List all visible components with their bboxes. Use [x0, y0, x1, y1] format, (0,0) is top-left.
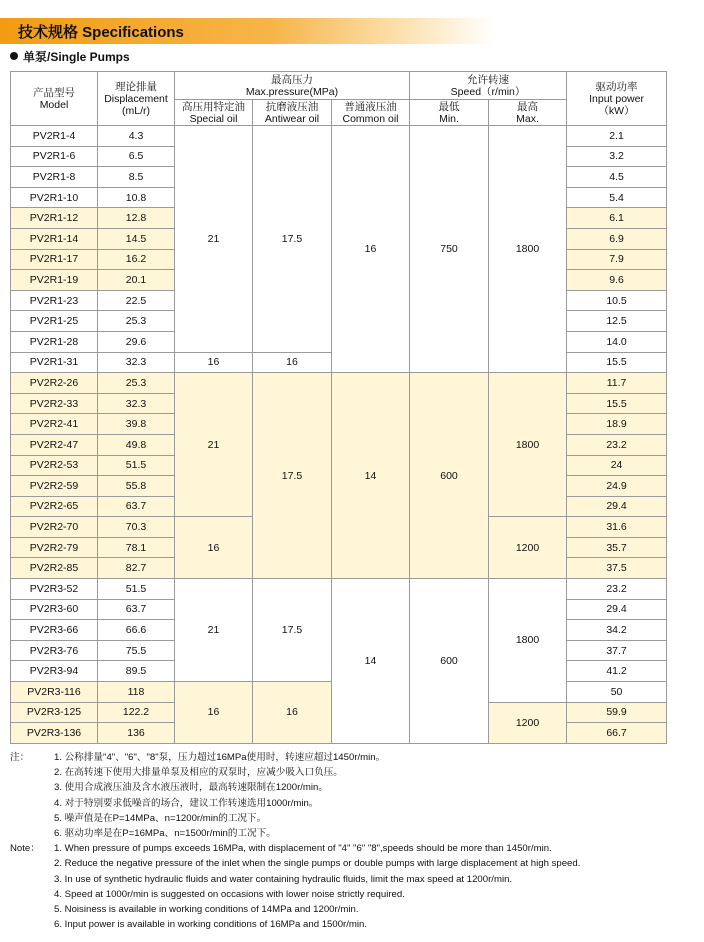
note-en: 1. When pressure of pumps exceeds 16MPa, with displacement of "4" "6" "8",speeds should be more than 1450r/min. [54, 843, 552, 855]
model-cell: PV2R1-31 [11, 352, 98, 373]
displacement-cell: 89.5 [98, 661, 175, 682]
model-cell: PV2R2-53 [11, 455, 98, 476]
bullet-icon [10, 52, 18, 60]
note-en: 6. Input power is available in working conditions of 16MPa and 1500r/min. [54, 919, 368, 931]
power-cell: 2.1 [567, 126, 667, 147]
table-row [11, 373, 667, 394]
model-cell: PV2R3-125 [11, 702, 98, 723]
displacement-cell: 22.5 [98, 290, 175, 311]
displacement-cell: 25.3 [98, 373, 175, 394]
power-cell: 11.7 [567, 373, 667, 394]
model-cell: PV2R2-33 [11, 393, 98, 414]
displacement-cell: 14.5 [98, 228, 175, 249]
power-cell: 41.2 [567, 661, 667, 682]
displacement-cell: 32.3 [98, 393, 175, 414]
displacement-cell: 32.3 [98, 352, 175, 373]
title-bar [0, 18, 495, 44]
model-cell: PV2R2-70 [11, 517, 98, 538]
model-cell: PV2R2-79 [11, 537, 98, 558]
header-speed-max: 最高 Max. [489, 100, 567, 126]
speed-min-cell: 600 [410, 579, 489, 744]
pressure-special-cell: 21 [175, 579, 253, 682]
power-cell: 23.2 [567, 579, 667, 600]
pressure-antiwear-cell: 17.5 [253, 579, 332, 682]
speed-max-cell: 1200 [489, 517, 567, 579]
displacement-cell: 8.5 [98, 167, 175, 188]
displacement-cell: 29.6 [98, 331, 175, 352]
power-cell: 10.5 [567, 290, 667, 311]
model-cell: PV2R2-26 [11, 373, 98, 394]
model-cell: PV2R3-116 [11, 682, 98, 703]
note-cn: 6. 驱动功率是在P=16MPa、n=1500r/min的工况下。 [54, 828, 276, 840]
displacement-cell: 136 [98, 723, 175, 744]
speed-min-cell: 750 [410, 126, 489, 373]
displacement-cell: 6.5 [98, 146, 175, 167]
model-cell: PV2R3-52 [11, 579, 98, 600]
displacement-cell: 63.7 [98, 599, 175, 620]
power-cell: 37.7 [567, 640, 667, 661]
model-cell: PV2R3-60 [11, 599, 98, 620]
page-title: 技术规格 Specifications [18, 24, 184, 41]
note-en: 3. In use of synthetic hydraulic fluids and water containing hydraulic fluids, limit the max speed at 1200r/min. [54, 873, 513, 885]
displacement-cell: 78.1 [98, 537, 175, 558]
power-cell: 18.9 [567, 414, 667, 435]
displacement-cell: 39.8 [98, 414, 175, 435]
power-cell: 3.2 [567, 146, 667, 167]
pressure-antiwear-cell: 16 [253, 682, 332, 744]
pressure-common-cell: 14 [332, 579, 410, 744]
header-displacement: 理论排量 Displacement (mL/r) [98, 72, 175, 126]
header-special-oil: 高压用特定油 Special oil [175, 100, 253, 126]
displacement-cell: 75.5 [98, 640, 175, 661]
note-cn: 5. 噪声值是在P=14MPa、n=1200r/min的工况下。 [54, 812, 267, 824]
model-cell: PV2R1-12 [11, 208, 98, 229]
note-cn: 1. 公称排量"4"、"6"、"8"泵，压力超过16MPa使用时，转速应超过1450r/min。 [54, 752, 386, 763]
model-cell: PV2R1-17 [11, 249, 98, 270]
notes-cn-label: 注： [10, 752, 30, 763]
speed-max-cell: 1800 [489, 579, 567, 703]
power-cell: 14.0 [567, 331, 667, 352]
power-cell: 35.7 [567, 537, 667, 558]
power-cell: 7.9 [567, 249, 667, 270]
model-cell: PV2R1-19 [11, 270, 98, 291]
displacement-cell: 118 [98, 682, 175, 703]
pressure-antiwear-cell: 17.5 [253, 126, 332, 353]
displacement-cell: 66.6 [98, 620, 175, 641]
speed-max-cell: 1800 [489, 373, 567, 517]
displacement-cell: 10.8 [98, 187, 175, 208]
model-cell: PV2R2-85 [11, 558, 98, 579]
displacement-cell: 12.8 [98, 208, 175, 229]
model-cell: PV2R1-25 [11, 311, 98, 332]
displacement-cell: 4.3 [98, 126, 175, 147]
pressure-special-cell: 16 [175, 682, 253, 744]
model-cell: PV2R1-28 [11, 331, 98, 352]
power-cell: 6.9 [567, 228, 667, 249]
header-common-oil: 普通液压油 Common oil [332, 100, 410, 126]
power-cell: 24.9 [567, 476, 667, 497]
power-cell: 4.5 [567, 167, 667, 188]
displacement-cell: 16.2 [98, 249, 175, 270]
pressure-special-cell: 16 [175, 352, 253, 373]
header-power: 驱动功率 Input power （kW） [567, 72, 667, 126]
power-cell: 23.2 [567, 434, 667, 455]
note-en: 4. Speed at 1000r/min is suggested on occasions with lower noise strictly required. [54, 888, 405, 900]
model-cell: PV2R1-14 [11, 228, 98, 249]
pressure-antiwear-cell: 17.5 [253, 373, 332, 579]
model-cell: PV2R1-23 [11, 290, 98, 311]
table-row [11, 126, 667, 147]
displacement-cell: 55.8 [98, 476, 175, 497]
table-row [11, 579, 667, 600]
header-speed-min: 最低 Min. [410, 100, 489, 126]
note-cn: 2. 在高转速下使用大排量单泵及相应的双泵时，应减少吸入口负压。 [54, 767, 343, 779]
notes [10, 750, 700, 932]
model-cell: PV2R2-65 [11, 496, 98, 517]
displacement-cell: 63.7 [98, 496, 175, 517]
section-title: 单泵/Single Pumps [23, 50, 130, 64]
model-cell: PV2R3-76 [11, 640, 98, 661]
header-speed: 允许转速 Speed（r/min） [410, 72, 567, 100]
power-cell: 34.2 [567, 620, 667, 641]
power-cell: 9.6 [567, 270, 667, 291]
header-pressure: 最高压力 Max.pressure(MPa) [175, 72, 410, 100]
model-cell: PV2R3-94 [11, 661, 98, 682]
power-cell: 6.1 [567, 208, 667, 229]
pressure-common-cell: 16 [332, 126, 410, 373]
power-cell: 59.9 [567, 702, 667, 723]
model-cell: PV2R2-59 [11, 476, 98, 497]
power-cell: 5.4 [567, 187, 667, 208]
pressure-common-cell: 14 [332, 373, 410, 579]
speed-max-cell: 1800 [489, 126, 567, 373]
model-cell: PV2R2-41 [11, 414, 98, 435]
power-cell: 29.4 [567, 496, 667, 517]
power-cell: 15.5 [567, 393, 667, 414]
displacement-cell: 122.2 [98, 702, 175, 723]
power-cell: 15.5 [567, 352, 667, 373]
model-cell: PV2R1-6 [11, 146, 98, 167]
model-cell: PV2R1-10 [11, 187, 98, 208]
model-cell: PV2R3-66 [11, 620, 98, 641]
power-cell: 29.4 [567, 599, 667, 620]
notes-en-label: Note： [10, 843, 40, 855]
section-heading [10, 48, 130, 65]
note-en: 5. Noisiness is available in working conditions of 14MPa and 1200r/min. [54, 904, 359, 916]
note-en: 2. Reduce the negative pressure of the inlet when the single pumps or double pumps with large displacement at high speed. [54, 858, 581, 870]
model-cell: PV2R1-8 [11, 167, 98, 188]
displacement-cell: 51.5 [98, 455, 175, 476]
pressure-special-cell: 21 [175, 126, 253, 353]
model-cell: PV2R2-47 [11, 434, 98, 455]
speed-min-cell: 600 [410, 373, 489, 579]
displacement-cell: 49.8 [98, 434, 175, 455]
spec-table [10, 71, 667, 744]
speed-max-cell: 1200 [489, 702, 567, 743]
power-cell: 37.5 [567, 558, 667, 579]
model-cell: PV2R1-4 [11, 126, 98, 147]
displacement-cell: 82.7 [98, 558, 175, 579]
power-cell: 12.5 [567, 311, 667, 332]
displacement-cell: 20.1 [98, 270, 175, 291]
displacement-cell: 70.3 [98, 517, 175, 538]
note-cn: 3. 使用合成液压油及含水液压液时，最高转速限制在1200r/min。 [54, 782, 328, 794]
header-model: 产品型号 Model [11, 72, 98, 126]
pressure-antiwear-cell: 16 [253, 352, 332, 373]
pressure-special-cell: 21 [175, 373, 253, 517]
header-antiwear-oil: 抗磨液压油 Antiwear oil [253, 100, 332, 126]
note-cn: 4. 对于特别要求低噪音的场合，建议工作转速选用1000r/min。 [54, 797, 319, 809]
power-cell: 31.6 [567, 517, 667, 538]
power-cell: 50 [567, 682, 667, 703]
pressure-special-cell: 16 [175, 517, 253, 579]
power-cell: 24 [567, 455, 667, 476]
displacement-cell: 25.3 [98, 311, 175, 332]
model-cell: PV2R3-136 [11, 723, 98, 744]
power-cell: 66.7 [567, 723, 667, 744]
displacement-cell: 51.5 [98, 579, 175, 600]
